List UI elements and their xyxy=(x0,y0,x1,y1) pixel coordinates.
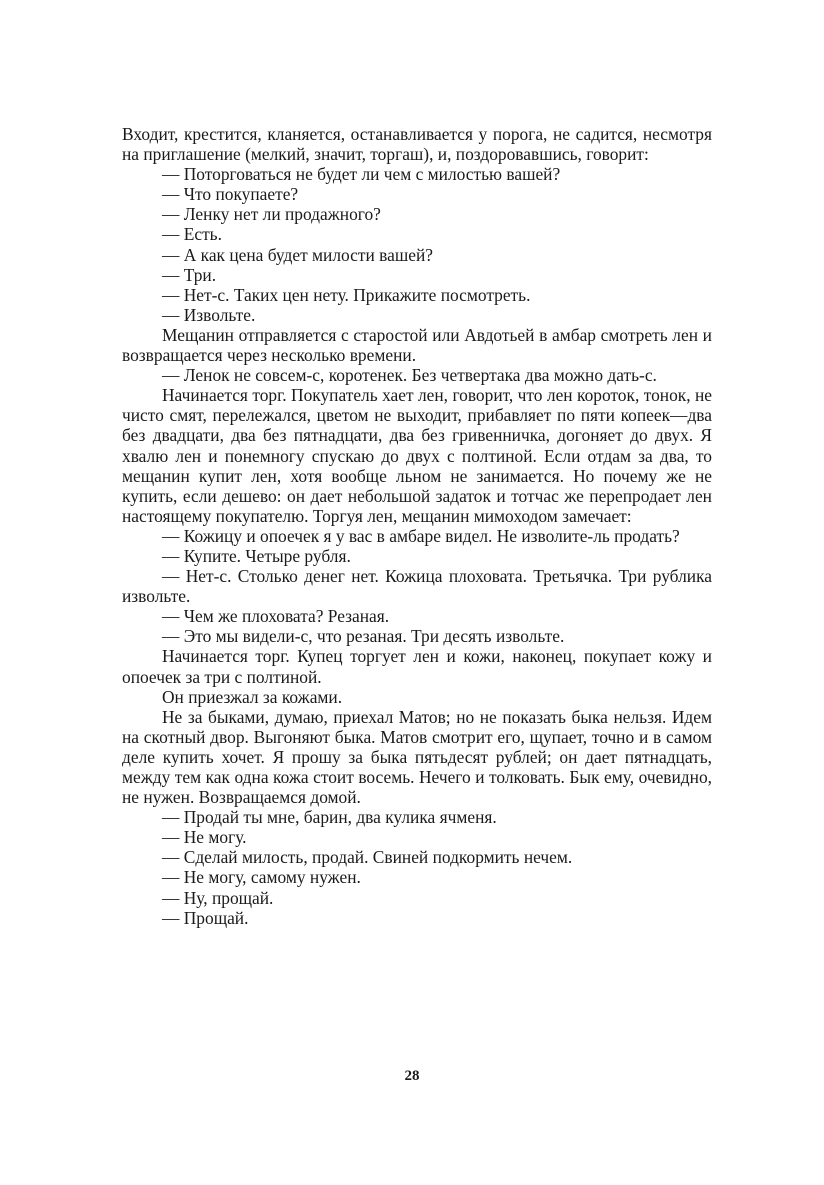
page-number: 28 xyxy=(404,1068,420,1084)
paragraph: Он приезжал за кожами. xyxy=(162,686,343,707)
dialogue-line: — Нет-с. Столько денег нет. Кожица плоховата. Третьячка. Три рублика извольте. xyxy=(122,566,712,607)
dialogue-line: — Три. xyxy=(162,264,217,285)
dialogue-line: — Продай ты мне, барин, два кулика ячменя. xyxy=(162,807,497,828)
dialogue-line: — Поторговаться не будет ли чем с милостью вашей? xyxy=(162,164,561,185)
dialogue-line: — Нет-с. Таких цен нету. Прикажите посмотреть. xyxy=(162,284,531,305)
dialogue-line: — А как цена будет милости вашей? xyxy=(162,244,433,265)
dialogue-line: — Ну, прощай. xyxy=(162,887,274,908)
dialogue-line: — Чем же плоховата? Резаная. xyxy=(162,606,390,627)
paragraph: Не за быками, думаю, приехал Матов; но не показать быка нельзя. Идем на скотный двор. Выгоняют быка. Матов смотрит его, щупает, точно и в самом деле купить хочет. Я прошу за быка пятьдесят рублей; он дает пятнадцать, между тем как одна кожа стоит восемь. Нечего и толковать. Бык ему, очевидно, не нужен. Возвращаемся домой. xyxy=(122,706,712,808)
paragraph: Входит, крестится, кланяется, останавливается у порога, не садится, несмотря на приглашение (мелкий, значит, торгаш), и, поздоровавшись, говорит: xyxy=(122,124,712,165)
dialogue-line: — Кожицу и опоечек я у вас в амбаре видел. Не изволите-ль продать? xyxy=(162,525,680,546)
dialogue-line: — Что покупаете? xyxy=(162,184,299,205)
dialogue-line: — Ленку нет ли продажного? xyxy=(162,204,381,225)
dialogue-line: — Не могу, самому нужен. xyxy=(162,867,361,888)
dialogue-line: — Ленок не совсем-с, коротенек. Без четвертака два можно дать-с. xyxy=(162,365,657,386)
dialogue-line: — Не могу. xyxy=(162,827,247,848)
dialogue-line: — Прощай. xyxy=(162,907,249,928)
dialogue-line: — Сделай милость, продай. Свиней подкормить нечем. xyxy=(162,847,573,868)
body-text xyxy=(122,124,712,928)
dialogue-line: — Это мы видели-с, что резаная. Три десять извольте. xyxy=(162,626,565,647)
paragraph: Мещанин отправляется с старостой или Авдотьей в амбар смотреть лен и возвращается через несколько времени. xyxy=(122,324,712,366)
paragraph: Начинается торг. Купец торгует лен и кожи, наконец, покупает кожу и опоечек за три с полтиной. xyxy=(122,646,712,687)
dialogue-line: — Есть. xyxy=(162,224,222,245)
paragraph: Начинается торг. Покупатель хает лен, говорит, что лен короток, тонок, не чисто смят, перележался, цветом не выходит, прибавляет по пяти копеек—два без двадцати, два без пятнадцати, два без гривенничка, догоняет до двух. Я хвалю лен и понемногу спускаю до двух с полтиной. Если отдам за два, то мещанин купит лен, хотя вообще льном не занимается. Но почему же не купить, если дешево: он дает небольшой задаток и тотчас же перепродает лен настоящему покупателю. Торгуя лен, мещанин мимоходом замечает: xyxy=(122,385,712,526)
dialogue-line: — Купите. Четыре рубля. xyxy=(162,545,351,566)
dialogue-line: — Извольте. xyxy=(162,304,256,325)
